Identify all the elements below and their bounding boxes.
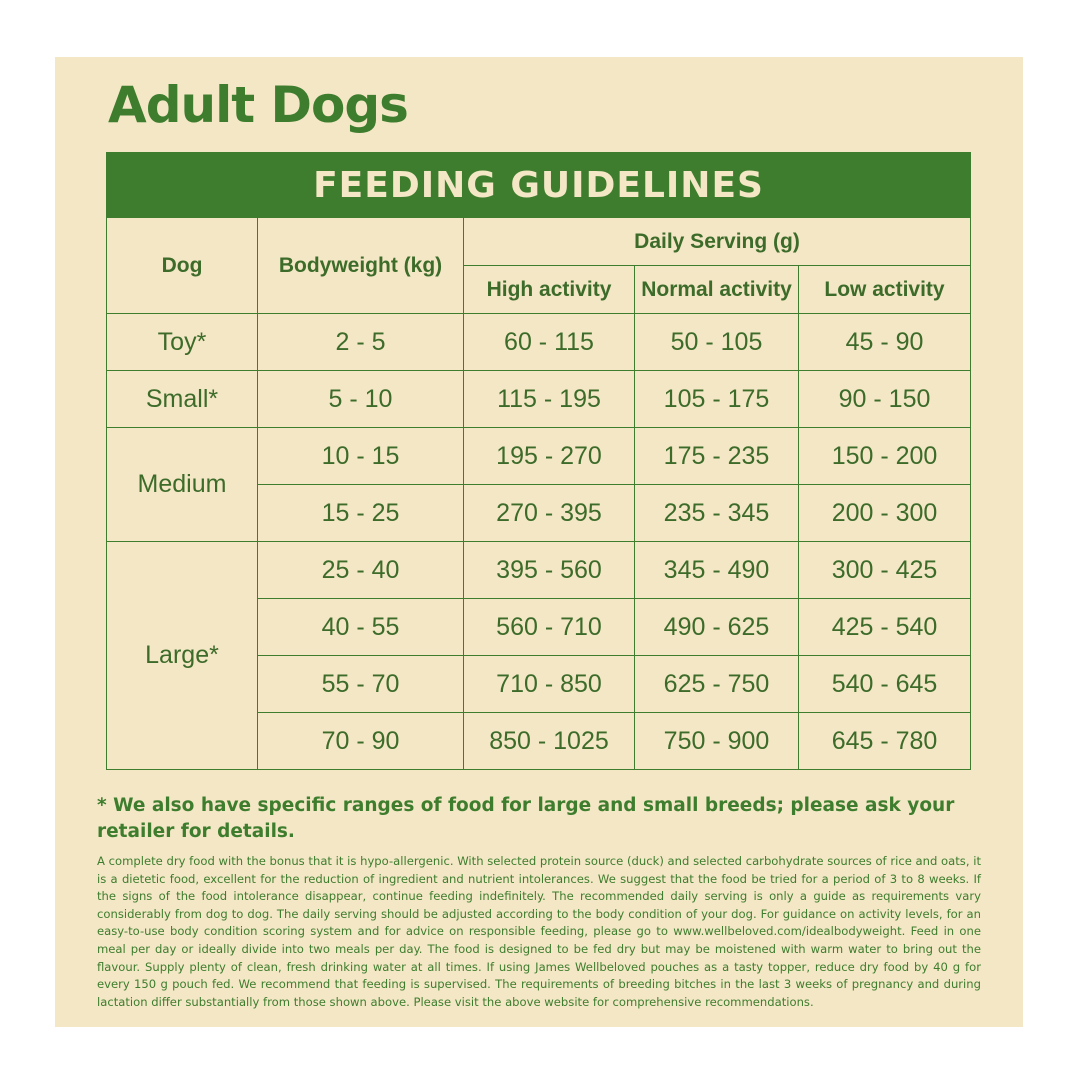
table-row xyxy=(107,371,971,428)
low-activity-cell: 200 - 300 xyxy=(799,485,971,542)
table-banner-row xyxy=(107,153,971,218)
high-activity-cell: 115 - 195 xyxy=(464,371,635,428)
high-activity-cell: 395 - 560 xyxy=(464,542,635,599)
low-activity-cell: 150 - 200 xyxy=(799,428,971,485)
table-row xyxy=(107,542,971,599)
normal-activity-cell: 175 - 235 xyxy=(635,428,799,485)
high-activity-cell: 195 - 270 xyxy=(464,428,635,485)
bodyweight-cell: 5 - 10 xyxy=(258,371,464,428)
header-dog: Dog xyxy=(107,218,258,314)
high-activity-cell: 60 - 115 xyxy=(464,314,635,371)
product-description: A complete dry food with the bonus that it is hypo-allergenic. With selected protein source (duck) and selected carbohydrate sources of rice and oats, it is a dietetic food, excellent for the reduction of ingredient and nutrient intolerances. We suggest that the food be tried for a period of 3 to 8 weeks. If the signs of the food intolerance disappear, continue feeding indefinitely. The recommended daily serving is only a guide as requirements vary considerably from dog to dog. The daily serving should be adjusted according to the body condition of your dog. For guidance on activity levels, for an easy-to-use body condition scoring system and for advice on responsible feeding, please go to www.wellbeloved.com/idealbodyweight. Feed in one meal per day or ideally divide into two meals per day. The food is designed to be fed dry but may be moistened with warm water to bring out the flavour. Supply plenty of clean, fresh drinking water at all times. If using James Wellbeloved pouches as a tasty topper, reduce dry food by 40 g for every 150 g pouch fed. We recommend that feeding is supervised. The requirements of breeding bitches in the last 3 weeks of pregnancy and during lactation differ substantially from those shown above. Please visit the above website for comprehensive recommendations. xyxy=(97,854,981,1009)
bodyweight-cell: 15 - 25 xyxy=(258,485,464,542)
high-activity-cell: 850 - 1025 xyxy=(464,713,635,770)
normal-activity-cell: 235 - 345 xyxy=(635,485,799,542)
bodyweight-cell: 25 - 40 xyxy=(258,542,464,599)
header-normal-activity: Normal activity xyxy=(635,266,799,314)
low-activity-cell: 90 - 150 xyxy=(799,371,971,428)
normal-activity-cell: 625 - 750 xyxy=(635,656,799,713)
table-row xyxy=(107,428,971,485)
footnote: * We also have specific ranges of food for large and small breeds; please ask your retailer for details. xyxy=(97,795,955,842)
low-activity-cell: 645 - 780 xyxy=(799,713,971,770)
low-activity-cell: 425 - 540 xyxy=(799,599,971,656)
bodyweight-cell: 70 - 90 xyxy=(258,713,464,770)
bodyweight-cell: 2 - 5 xyxy=(258,314,464,371)
page-title: Adult Dogs xyxy=(108,76,408,134)
header-daily-serving: Daily Serving (g) xyxy=(464,218,971,266)
dog-group-large: Large* xyxy=(107,542,258,770)
dog-group-small: Small* xyxy=(107,371,258,428)
feeding-table xyxy=(106,152,971,770)
header-bodyweight: Bodyweight (kg) xyxy=(258,218,464,314)
low-activity-cell: 300 - 425 xyxy=(799,542,971,599)
high-activity-cell: 270 - 395 xyxy=(464,485,635,542)
bodyweight-cell: 10 - 15 xyxy=(258,428,464,485)
table-row xyxy=(107,314,971,371)
low-activity-cell: 540 - 645 xyxy=(799,656,971,713)
header-high-activity: High activity xyxy=(464,266,635,314)
dog-group-toy: Toy* xyxy=(107,314,258,371)
normal-activity-cell: 750 - 900 xyxy=(635,713,799,770)
normal-activity-cell: 490 - 625 xyxy=(635,599,799,656)
normal-activity-cell: 345 - 490 xyxy=(635,542,799,599)
high-activity-cell: 560 - 710 xyxy=(464,599,635,656)
table-banner: FEEDING GUIDELINES xyxy=(107,153,971,218)
high-activity-cell: 710 - 850 xyxy=(464,656,635,713)
normal-activity-cell: 50 - 105 xyxy=(635,314,799,371)
header-row-1 xyxy=(107,218,971,266)
normal-activity-cell: 105 - 175 xyxy=(635,371,799,428)
low-activity-cell: 45 - 90 xyxy=(799,314,971,371)
header-low-activity: Low activity xyxy=(799,266,971,314)
bodyweight-cell: 40 - 55 xyxy=(258,599,464,656)
dog-group-medium: Medium xyxy=(107,428,258,542)
bodyweight-cell: 55 - 70 xyxy=(258,656,464,713)
